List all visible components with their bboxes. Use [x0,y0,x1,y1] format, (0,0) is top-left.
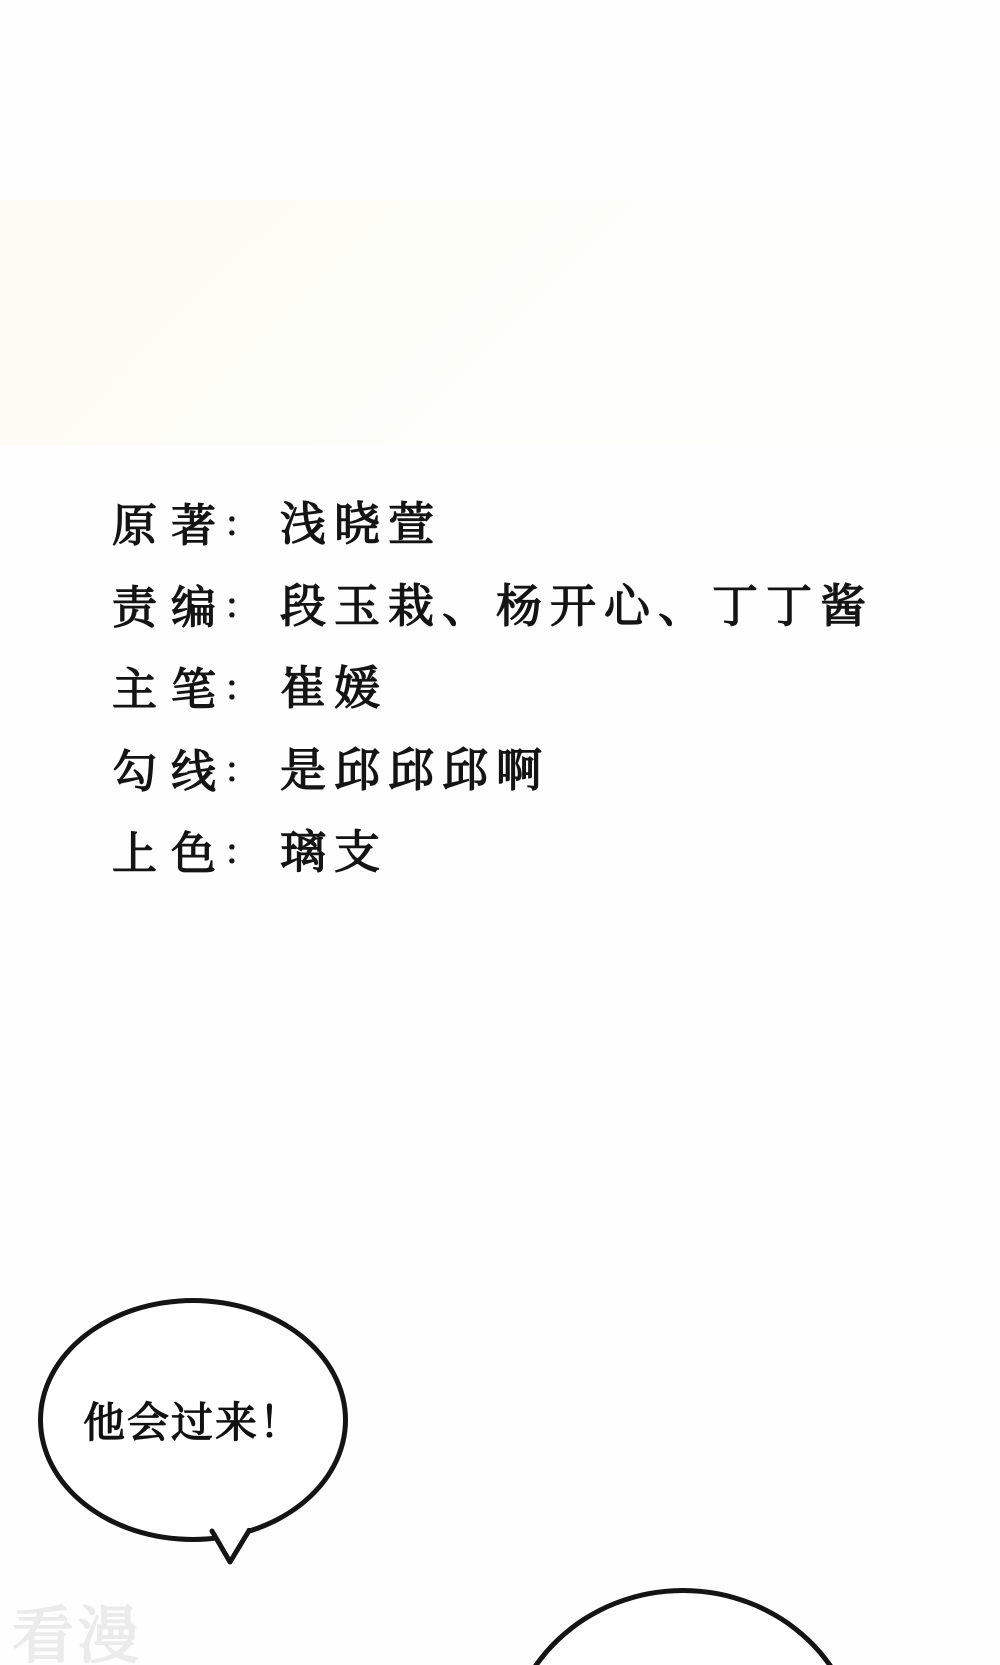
credit-colon: ： [224,505,259,544]
credit-colon: ： [224,751,259,790]
credit-name-text: 是邱邱邱啊 [280,744,551,796]
credit-name-text: 浅晓萱 [280,498,443,550]
credit-role-label: 原著 [112,499,231,551]
watermark-text: 看漫 [12,1602,143,1665]
speech-bubble [38,1298,348,1542]
credit-name-text: 璃支 [280,826,389,878]
credit-colon: ： [224,833,259,872]
credit-role-label: 勾线 [112,745,231,797]
credit-name-text: 段玉栽、杨开心、丁丁酱 [280,580,875,632]
speech-bubble-tail [206,1528,258,1566]
credit-row-lead-artist [112,644,874,726]
credit-colon: ： [224,669,259,708]
credit-colon: ： [224,587,259,626]
credit-row-line-art [112,726,874,808]
credits-block [112,480,874,890]
credit-name-text: 崔媛 [280,662,389,714]
credit-role-label: 主笔 [112,663,231,715]
credit-row-editors [112,562,874,644]
partial-speech-bubble [504,1588,862,1665]
faded-background-band [0,200,1000,445]
credit-row-original-author [112,480,874,562]
credit-role-label: 上色 [112,827,231,879]
credit-row-coloring [112,808,874,890]
credit-role-label: 责编 [112,581,231,633]
speech-bubble-text: 他会过来！ [82,1399,303,1446]
